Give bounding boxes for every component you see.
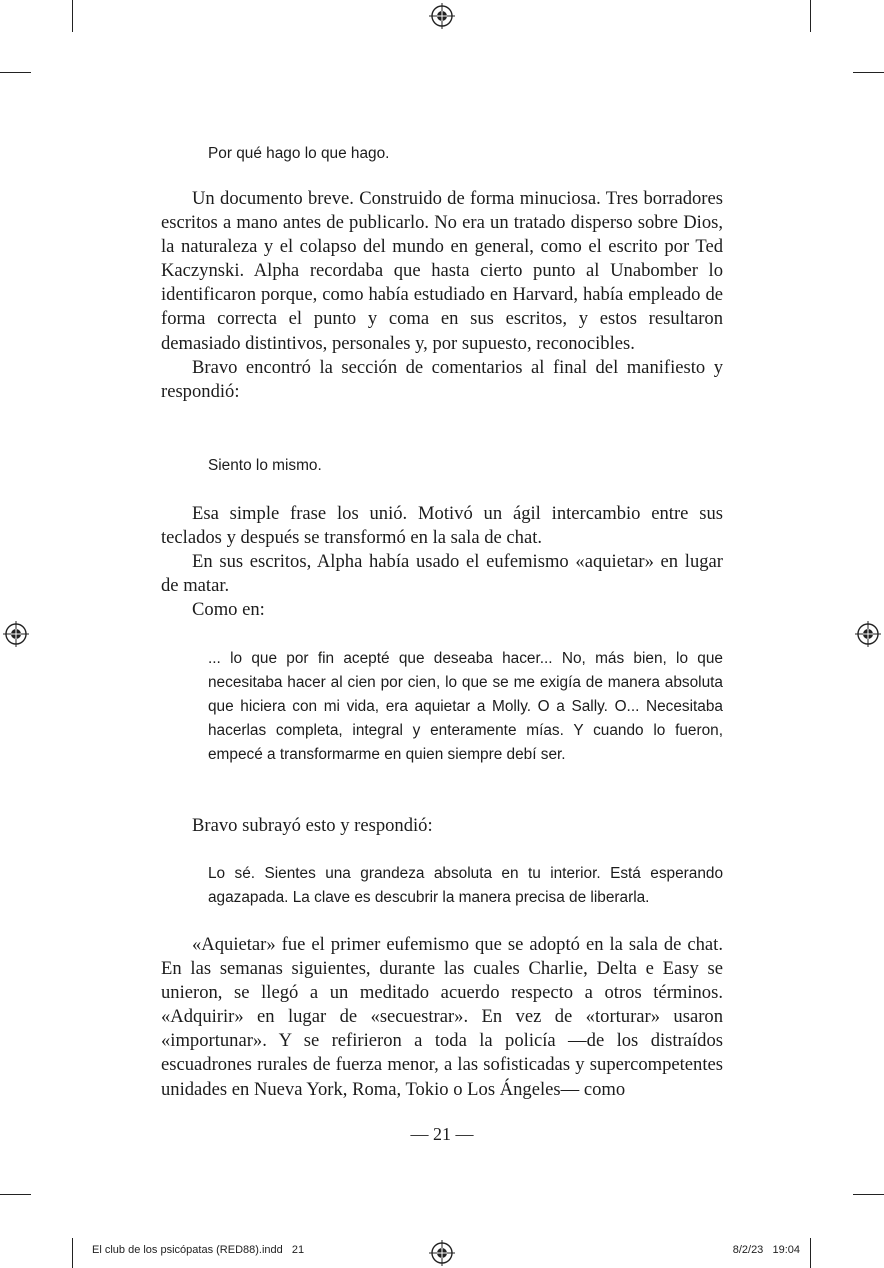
chat-message-1 <box>208 142 723 166</box>
chat-text: ... lo que por fin acepté que deseaba hacer... No, más bien, lo que necesitaba hacer al cien por cien, lo que se me exigía de manera absoluta que hiciera con mi vida, era aquietar a Molly. O a Sally. O... Necesitaba hacerlas completa, integral y enteramente mías. Y cuando lo fueron, empecé a transformarme en quien siempre debí ser. <box>208 650 723 763</box>
chat-message-2 <box>208 454 723 478</box>
body-paragraph-5: Como en: <box>192 599 265 621</box>
slug-filename: El club de los psicópatas (RED88).indd 21 <box>92 1244 305 1256</box>
chat-text: Siento lo mismo. <box>208 457 322 474</box>
registration-mark-icon <box>3 621 29 647</box>
registration-mark-icon <box>855 621 881 647</box>
paragraph-group-4 <box>161 933 723 1102</box>
crop-mark <box>0 72 31 73</box>
slug-timestamp: 8/2/23 19:04 <box>732 1244 800 1256</box>
crop-mark <box>0 1194 31 1195</box>
paragraph-group-1 <box>161 187 723 404</box>
crop-mark <box>72 0 73 32</box>
body-paragraph-3: Esa simple frase los unió. Motivó un ágil intercambio entre sus teclados y después se transformó en la sala de chat. <box>161 503 723 549</box>
chat-text: Lo sé. Sientes una grandeza absoluta en tu interior. Está esperando agazapada. La clave es descubrir la manera precisa de liberarla. <box>208 865 723 906</box>
registration-mark-icon <box>429 1240 455 1266</box>
crop-mark <box>810 1238 811 1268</box>
body-paragraph-4: En sus escritos, Alpha había usado el eufemismo «aquietar» en lugar de matar. <box>161 551 723 597</box>
page-number: — 21 — <box>410 1124 474 1144</box>
crop-mark <box>810 0 811 32</box>
crop-mark <box>853 1194 884 1195</box>
paragraph-group-3 <box>161 814 723 838</box>
body-paragraph-7: «Aquietar» fue el primer eufemismo que se adoptó en la sala de chat. En las semanas siguientes, durante las cuales Charlie, Delta e Easy se unieron, se llegó a un meditado acuerdo respecto a otros términos. «Adquirir» en lugar de «secuestrar». En vez de «torturar» usaron «importunar». Y se refirieron a toda la policía —de los distraídos escuadrones rurales de fuerza menor, a las sofisticadas y supercompetentes unidades en Nueva York, Roma, Tokio o Los Ángeles— como <box>161 934 723 1100</box>
body-paragraph-2: Bravo encontró la sección de comentarios al final del manifiesto y respondió: <box>161 356 723 402</box>
crop-mark <box>853 72 884 73</box>
body-paragraph-1: Un documento breve. Construido de forma minuciosa. Tres borradores escritos a mano antes de publicarlo. No era un tratado disperso sobre Dios, la naturaleza y el colapso del mundo en general, como el escrito por Ted Kaczynski. Alpha recordaba que hasta cierto punto al Unabomber lo identificaron porque, como había estudiado en Harvard, había empleado de forma correcta el punto y coma en sus escritos, y estos resultaron demasiado distintivos, personales y, por supuesto, reconocibles. <box>161 188 723 354</box>
chat-text: Por qué hago lo que hago. <box>208 145 390 162</box>
crop-mark <box>72 1238 73 1268</box>
paragraph-group-2 <box>161 502 723 622</box>
body-paragraph-6: Bravo subrayó esto y respondió: <box>192 815 433 836</box>
chat-message-4 <box>208 862 723 910</box>
registration-mark-icon <box>429 3 455 29</box>
chat-message-3 <box>208 647 723 767</box>
